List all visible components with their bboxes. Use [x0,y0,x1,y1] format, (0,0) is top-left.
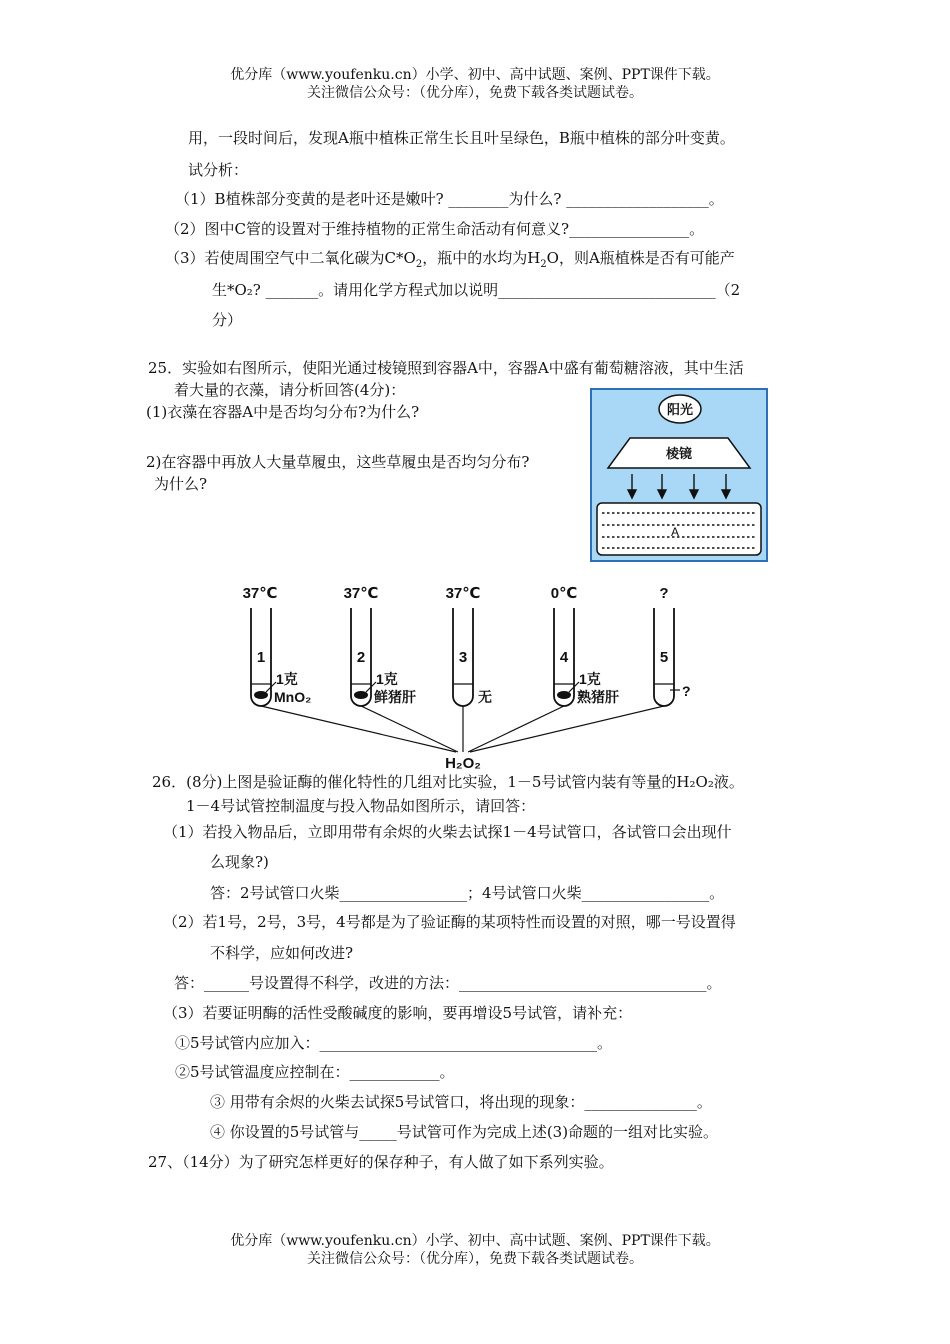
tube-5-number: 5 [659,649,669,666]
prism-experiment-figure [590,388,768,562]
test-tube-figure [230,578,710,774]
q25-part-2-line-2: 为什么? [154,475,208,493]
q25-line-1: 25．实验如右图所示，使阳光通过棱镜照到容器A中，容器A中盛有葡萄糖溶液，其中生活 [148,359,744,377]
tube-4-content: 熟猪肝 [577,689,619,705]
q26-line-2: 1－4号试管控制温度与投入物品如图所示，请回答： [186,797,536,815]
q24-prompt: 试分析： [188,161,249,179]
footer-line-1: 优分库（www.youfenku.cn）小学、初中、高中试题、案例、PPT课件下载。 [230,1233,720,1249]
q25-part-1: (1)衣藻在容器A中是否均匀分布?为什么? [146,403,420,421]
q24-part-3-seg-a: （3）若使周围空气中二氧化碳为C*O [165,249,416,267]
q26-part-2-line-1: （2）若1号，2号，3号，4号都是为了验证酶的某项特性而设置的对照，哪一号设置得 [163,913,736,931]
q25-part-2-line-1: 2)在容器中再放人大量草履虫，这些草履虫是否均匀分布? [146,453,530,471]
subscript-2: 2 [415,259,423,270]
q26-part-1-answer: 答：2号试管口火柴_________________；4号试管口火柴_________________。 [210,884,725,902]
q26-part-2-line-2: 不科学，应如何改进? [210,944,354,962]
header-line-1: 优分库（www.youfenku.cn）小学、初中、高中试题、案例、PPT课件下载。 [230,67,720,83]
tube-2-temp: 37℃ [343,585,379,602]
q24-part-3-seg-c: O，则A瓶植株是否有可能产 [546,249,735,267]
tube-4-number: 4 [559,649,569,666]
tube-5-temp: ? [659,585,669,602]
tube-2-amount: 1克 [376,671,398,687]
tube-2-number: 2 [356,649,366,666]
q26-part-2-answer: 答：______号设置得不科学，改进的方法：_________________________________。 [174,974,722,992]
q24-part-3-line-3: 分） [212,311,243,329]
tube-4-amount: 1克 [579,671,601,687]
q24-intro: 用，一段时间后，发现A瓶中植株正常生长且叶呈绿色，B瓶中植株的部分叶变黄。 [188,129,735,147]
sun-label: 阳光 [666,402,694,417]
prism-label: 棱镜 [665,446,693,461]
tube-5-content: ? [682,683,691,699]
tube-3-temp: 37℃ [445,585,481,602]
tube-4-temp: 0℃ [550,585,578,602]
q24-part-3-seg-b: ，瓶中的水均为H [422,249,541,267]
tube-3-number: 3 [458,649,468,666]
q26-part-3: （3）若要证明酶的活性受酸碱度的影响，要再增设5号试管，请补充： [163,1004,633,1022]
q26-part-3-item-3: ③ 用带有余烬的火柴去试探5号试管口，将出现的现象：_______________。 [210,1093,712,1111]
q27-line-1: 27、（14分）为了研究怎样更好的保存种子，有人做了如下系列实验。 [148,1153,614,1171]
q26-part-1-line-1: （1）若投入物品后，立即用带有余烬的火柴去试探1－4号试管口，各试管口会出现什 [163,823,732,841]
q25-line-2: 着大量的衣藻，请分析回答(4分)： [174,381,406,399]
q24-part-2: （2）图中C管的设置对于维持植物的正常生命活动有何意义?________________。 [165,220,705,238]
tube-3-content: 无 [478,689,492,705]
header-line-2: 关注微信公众号：（优分库），免费下载各类试题试卷。 [307,85,643,101]
q24-part-1: （1）B植株部分变黄的是老叶还是嫩叶? ________为什么? ___________________。 [175,190,724,208]
tube-2-content: 鲜猪肝 [374,689,416,705]
tube-1-temp: 37℃ [242,585,278,602]
q26-part-3-item-2: ②5号试管温度应控制在：____________。 [175,1063,455,1081]
q24-part-3-line-1 [165,248,735,275]
container-label: A [670,525,680,539]
q26-part-3-item-1: ①5号试管内应加入：_____________________________________。 [175,1034,613,1052]
h2o2-source-label: H₂O₂ [445,755,481,772]
tube-1-amount: 1克 [276,671,298,687]
q26-line-1: 26．(8分)上图是验证酶的催化特性的几组对比实验，1－5号试管内装有等量的H₂O₂液。 [152,773,744,791]
q24-part-3-line-2: 生*O₂? _______。请用化学方程式加以说明_____________________________（2 [212,281,741,299]
footer-line-2: 关注微信公众号：（优分库），免费下载各类试题试卷。 [307,1251,643,1267]
q26-part-3-item-4: ④ 你设置的5号试管与_____号试管可作为完成上述(3)命题的一组对比实验。 [210,1123,719,1141]
tube-1-number: 1 [256,649,266,666]
subscript-2: 2 [540,259,547,270]
source-lines [261,706,664,752]
q26-part-1-line-2: 么现象?) [210,853,269,871]
tube-1-content: MnO₂ [274,689,312,705]
